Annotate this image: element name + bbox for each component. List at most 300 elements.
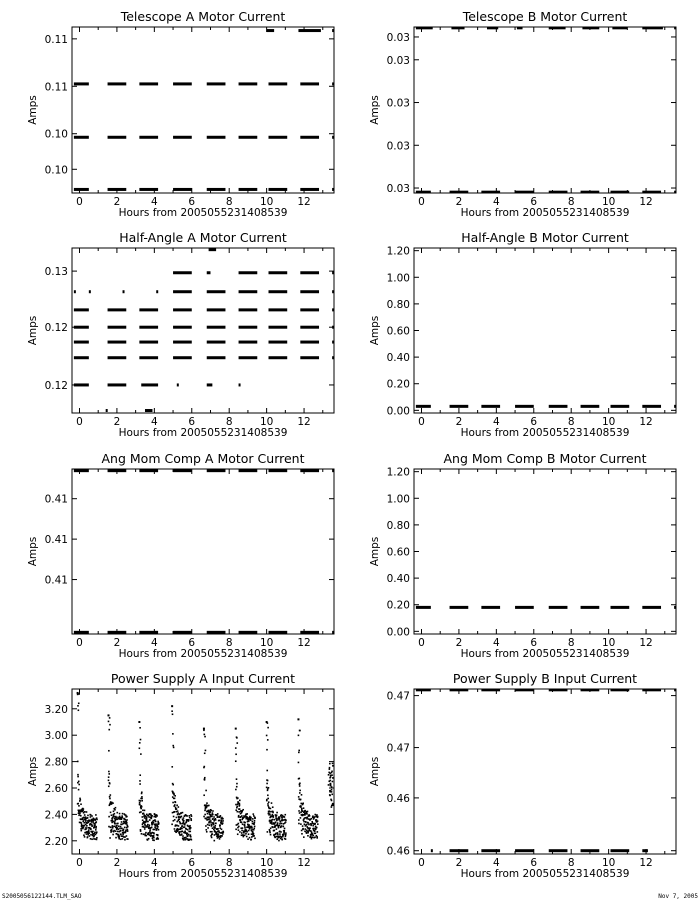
data-point (110, 826, 112, 828)
data-point (246, 813, 248, 815)
x-tick-label: 12 (297, 196, 311, 208)
data-point-run (332, 356, 334, 359)
data-point (242, 809, 244, 811)
chart-panel (369, 671, 676, 880)
data-point (250, 817, 252, 819)
data-point-run (269, 82, 288, 85)
data-point (79, 809, 81, 811)
data-point (270, 834, 272, 836)
data-point (126, 816, 128, 818)
data-point (253, 835, 255, 837)
data-point-run (239, 631, 258, 634)
data-point (147, 824, 149, 826)
data-point (276, 828, 278, 830)
data-point-run (141, 383, 158, 386)
data-point-run (207, 271, 211, 274)
data-point (139, 783, 141, 785)
data-point-run (156, 290, 158, 293)
data-point-run (300, 341, 319, 344)
x-tick-label: 6 (188, 416, 196, 428)
data-point (217, 813, 219, 815)
data-point (278, 827, 280, 829)
data-point (171, 710, 173, 712)
data-point (171, 766, 173, 768)
data-point (310, 825, 312, 827)
data-point (266, 735, 268, 737)
data-point (309, 827, 311, 829)
data-point (181, 816, 183, 818)
data-point (235, 809, 237, 811)
data-point-run (300, 356, 319, 359)
data-point-run (239, 271, 258, 274)
data-point (209, 811, 211, 813)
data-point (149, 824, 151, 826)
data-point-run (332, 188, 334, 191)
data-point (140, 739, 142, 741)
data-point (141, 796, 143, 798)
data-point (241, 832, 243, 834)
data-point (88, 822, 90, 824)
data-point-run (450, 405, 469, 408)
data-point (110, 812, 112, 814)
data-point (115, 817, 117, 819)
data-point-run (549, 405, 568, 408)
data-point (172, 713, 174, 715)
data-point (306, 832, 308, 834)
data-point-run (139, 341, 158, 344)
y-tick-label: 0.12 (44, 322, 68, 335)
data-point (279, 823, 281, 825)
data-point (285, 838, 287, 840)
data-point-run (269, 188, 288, 191)
data-point (151, 817, 153, 819)
data-point (213, 816, 215, 818)
x-tick-label: 4 (492, 416, 500, 428)
data-point (236, 786, 238, 788)
data-point-run (549, 849, 568, 852)
data-point-run (269, 326, 288, 329)
data-series (74, 248, 334, 412)
data-point-run (74, 188, 89, 191)
data-point (283, 826, 285, 828)
data-point (178, 806, 180, 808)
data-point (146, 817, 148, 819)
y-tick-label: 3.00 (44, 730, 68, 743)
data-point (272, 812, 274, 814)
data-point (156, 829, 158, 831)
data-point (191, 815, 193, 817)
data-point (80, 815, 82, 817)
data-point (189, 825, 191, 827)
x-tick-label: 0 (418, 416, 425, 428)
data-point-run (642, 849, 648, 852)
data-point-run (239, 136, 258, 139)
data-point (109, 796, 111, 798)
data-point (267, 798, 269, 800)
x-tick-label: 0 (418, 857, 425, 869)
data-point (330, 785, 332, 787)
data-point (172, 784, 174, 786)
data-point (298, 735, 300, 737)
x-tick-label: 12 (639, 857, 653, 869)
x-axis-label: Hours from 2005055231408539 (118, 207, 288, 219)
data-point-run (74, 308, 89, 311)
x-tick-label: 10 (259, 637, 274, 649)
data-point (141, 833, 143, 835)
data-point (302, 825, 304, 827)
data-point (300, 817, 302, 819)
data-point (246, 836, 248, 838)
data-point (140, 753, 142, 755)
data-point (236, 742, 238, 744)
data-point (330, 774, 332, 776)
data-point (144, 810, 146, 812)
data-point (145, 832, 147, 834)
y-tick-label: 0.80 (386, 519, 410, 532)
x-tick-label: 8 (567, 857, 575, 869)
data-point (235, 753, 237, 755)
data-point (85, 824, 87, 826)
data-point-run (139, 82, 158, 85)
data-point (253, 833, 255, 835)
data-point-run (207, 326, 226, 329)
data-point-run (269, 356, 288, 359)
data-point (300, 799, 302, 801)
data-point (239, 804, 241, 806)
data-point-run (173, 136, 192, 139)
data-point (301, 808, 303, 810)
data-point (96, 839, 98, 841)
data-point (122, 834, 124, 836)
x-tick-label: 4 (150, 196, 158, 208)
data-point (266, 787, 268, 789)
data-point (317, 816, 319, 818)
data-point-run (139, 469, 158, 472)
data-point (118, 825, 120, 827)
data-point (80, 803, 82, 805)
data-point-run (108, 469, 127, 472)
data-point-run (173, 290, 192, 293)
x-tick-label: 8 (225, 637, 233, 649)
data-point (108, 721, 110, 723)
data-point (144, 824, 146, 826)
data-point (154, 829, 156, 831)
data-point (208, 805, 210, 807)
data-point (207, 824, 209, 826)
data-point (182, 835, 184, 837)
data-point (141, 816, 143, 818)
data-point (254, 817, 256, 819)
data-point (314, 823, 316, 825)
data-point (250, 839, 252, 841)
data-point-run (139, 326, 158, 329)
data-point (154, 814, 156, 816)
x-axis-label: Hours from 2005055231408539 (460, 868, 630, 880)
data-point (222, 820, 224, 822)
data-point-run (207, 469, 226, 472)
data-point-run (332, 136, 334, 139)
x-axis-label: Hours from 2005055231408539 (460, 207, 630, 219)
data-point (186, 815, 188, 817)
data-point (116, 825, 118, 827)
data-point (235, 728, 237, 730)
data-point (96, 837, 98, 839)
data-point (274, 819, 276, 821)
data-point (94, 824, 96, 826)
data-point (219, 838, 221, 840)
data-point (243, 832, 245, 834)
data-point (187, 829, 189, 831)
data-point (157, 821, 159, 823)
data-series (416, 606, 676, 609)
data-point (237, 797, 239, 799)
chart-title: Half-Angle A Motor Current (119, 230, 287, 245)
data-point-run (108, 136, 127, 139)
data-point (270, 811, 272, 813)
x-tick-label: 8 (567, 637, 575, 649)
data-point (211, 825, 213, 827)
data-point (330, 783, 332, 785)
data-point (211, 837, 213, 839)
data-point (174, 828, 176, 830)
data-point-run (108, 188, 127, 191)
data-point (299, 785, 301, 787)
data-point-run (269, 631, 288, 634)
y-axis-label: Amps (27, 756, 39, 787)
data-point-run (74, 136, 89, 139)
y-axis-label: Amps (27, 536, 39, 567)
data-point (77, 776, 79, 778)
data-point (236, 783, 238, 785)
data-point (252, 818, 254, 820)
data-point (300, 806, 302, 808)
data-point (80, 830, 82, 832)
data-point (266, 721, 268, 723)
y-tick-label: 2.80 (44, 756, 68, 769)
data-point (301, 794, 303, 796)
data-series (77, 692, 334, 841)
data-point (329, 790, 331, 792)
data-point (221, 821, 223, 823)
data-point (271, 821, 273, 823)
data-point (329, 767, 331, 769)
data-point (279, 818, 281, 820)
x-tick-label: 2 (455, 196, 463, 208)
data-point (244, 822, 246, 824)
data-point (88, 832, 90, 834)
data-point-run (207, 188, 226, 191)
data-point (138, 721, 140, 723)
data-point (121, 828, 123, 830)
y-tick-label: 1.00 (386, 272, 410, 285)
data-point (189, 831, 191, 833)
data-point (190, 834, 192, 836)
y-tick-label: 0.41 (44, 574, 68, 587)
data-point (87, 836, 89, 838)
data-point (210, 835, 212, 837)
data-point (177, 814, 179, 816)
data-point (172, 791, 174, 793)
data-point (298, 823, 300, 825)
data-point (306, 824, 308, 826)
data-point (212, 818, 214, 820)
y-tick-label: 0.03 (386, 140, 410, 153)
data-point (254, 826, 256, 828)
data-point (270, 827, 272, 829)
data-point (118, 838, 120, 840)
data-point-run (674, 405, 676, 408)
data-point (79, 799, 81, 801)
data-point-run (332, 326, 334, 329)
data-point (212, 810, 214, 812)
data-point (182, 812, 184, 814)
data-point (188, 815, 190, 817)
data-point (109, 798, 111, 800)
data-point (90, 838, 92, 840)
data-point (175, 831, 177, 833)
data-point (78, 789, 80, 791)
data-point (283, 819, 285, 821)
data-point (112, 826, 114, 828)
data-point (276, 838, 278, 840)
data-point (78, 814, 80, 816)
data-point (85, 828, 87, 830)
data-point (205, 829, 207, 831)
data-point (183, 820, 185, 822)
data-point (306, 813, 308, 815)
data-point (126, 835, 128, 837)
data-point (114, 813, 116, 815)
data-point (215, 822, 217, 824)
data-point (267, 727, 269, 729)
data-point (122, 838, 124, 840)
data-point (79, 813, 81, 815)
data-point (205, 750, 207, 752)
data-point (141, 798, 143, 800)
data-point (248, 833, 250, 835)
data-point (111, 829, 113, 831)
data-point-run (74, 290, 76, 293)
data-point (208, 824, 210, 826)
data-point-run (611, 849, 630, 852)
data-point (120, 830, 122, 832)
data-point (153, 833, 155, 835)
data-point-run (332, 271, 334, 274)
data-point (158, 822, 160, 824)
y-tick-label: 0.00 (386, 626, 410, 639)
data-point (115, 819, 117, 821)
data-point (312, 815, 314, 817)
data-point (298, 819, 300, 821)
data-point (328, 780, 330, 782)
x-tick-label: 8 (567, 416, 575, 428)
data-point (244, 835, 246, 837)
data-point (142, 819, 144, 821)
data-point (140, 830, 142, 832)
data-point (95, 814, 97, 816)
data-point (314, 816, 316, 818)
chart-title: Telescope B Motor Current (462, 9, 628, 24)
data-point (316, 837, 318, 839)
data-point (127, 838, 129, 840)
data-point (211, 824, 213, 826)
data-point (274, 830, 276, 832)
data-point (248, 824, 250, 826)
data-point (306, 818, 308, 820)
x-tick-label: 4 (150, 637, 158, 649)
y-tick-label: 0.03 (386, 97, 410, 110)
data-point (124, 827, 126, 829)
data-point (272, 819, 274, 821)
chart-panel (27, 671, 334, 880)
data-point (92, 831, 94, 833)
data-point (299, 790, 301, 792)
data-point (115, 807, 117, 809)
data-point (109, 783, 111, 785)
data-series (416, 26, 676, 193)
data-point-run (642, 606, 661, 609)
data-point (77, 774, 79, 776)
data-series (74, 469, 334, 634)
data-point (113, 830, 115, 832)
data-point (328, 772, 330, 774)
data-point (329, 777, 331, 779)
data-point (147, 821, 149, 823)
data-point (235, 747, 237, 749)
data-point (81, 822, 83, 824)
x-tick-label: 4 (492, 637, 500, 649)
data-point (180, 823, 182, 825)
data-point-run (269, 136, 288, 139)
data-point (174, 795, 176, 797)
data-point (252, 813, 254, 815)
data-point (148, 826, 150, 828)
data-point (308, 822, 310, 824)
data-point (239, 831, 241, 833)
y-tick-label: 0.47 (386, 742, 410, 755)
data-point (254, 820, 256, 822)
data-point (221, 828, 223, 830)
data-point (86, 831, 88, 833)
data-point-run (207, 308, 226, 311)
data-point-run (332, 308, 334, 311)
data-point (123, 829, 125, 831)
data-point (208, 819, 210, 821)
data-point-run (300, 271, 319, 274)
chart-panel (369, 230, 676, 439)
data-point (139, 780, 141, 782)
data-point (204, 810, 206, 812)
data-point (279, 833, 281, 835)
data-point-run (173, 82, 192, 85)
data-point (313, 828, 315, 830)
data-point (238, 811, 240, 813)
data-point (108, 826, 110, 828)
data-point (149, 819, 151, 821)
data-point (235, 828, 237, 830)
x-tick-label: 12 (639, 637, 653, 649)
data-point (270, 808, 272, 810)
data-point (121, 818, 123, 820)
x-tick-label: 8 (567, 196, 575, 208)
data-point (301, 833, 303, 835)
data-point (172, 802, 174, 804)
data-point (210, 831, 212, 833)
x-tick-label: 8 (225, 857, 233, 869)
data-point-run (300, 631, 319, 634)
data-point (111, 830, 113, 832)
data-point (143, 833, 145, 835)
